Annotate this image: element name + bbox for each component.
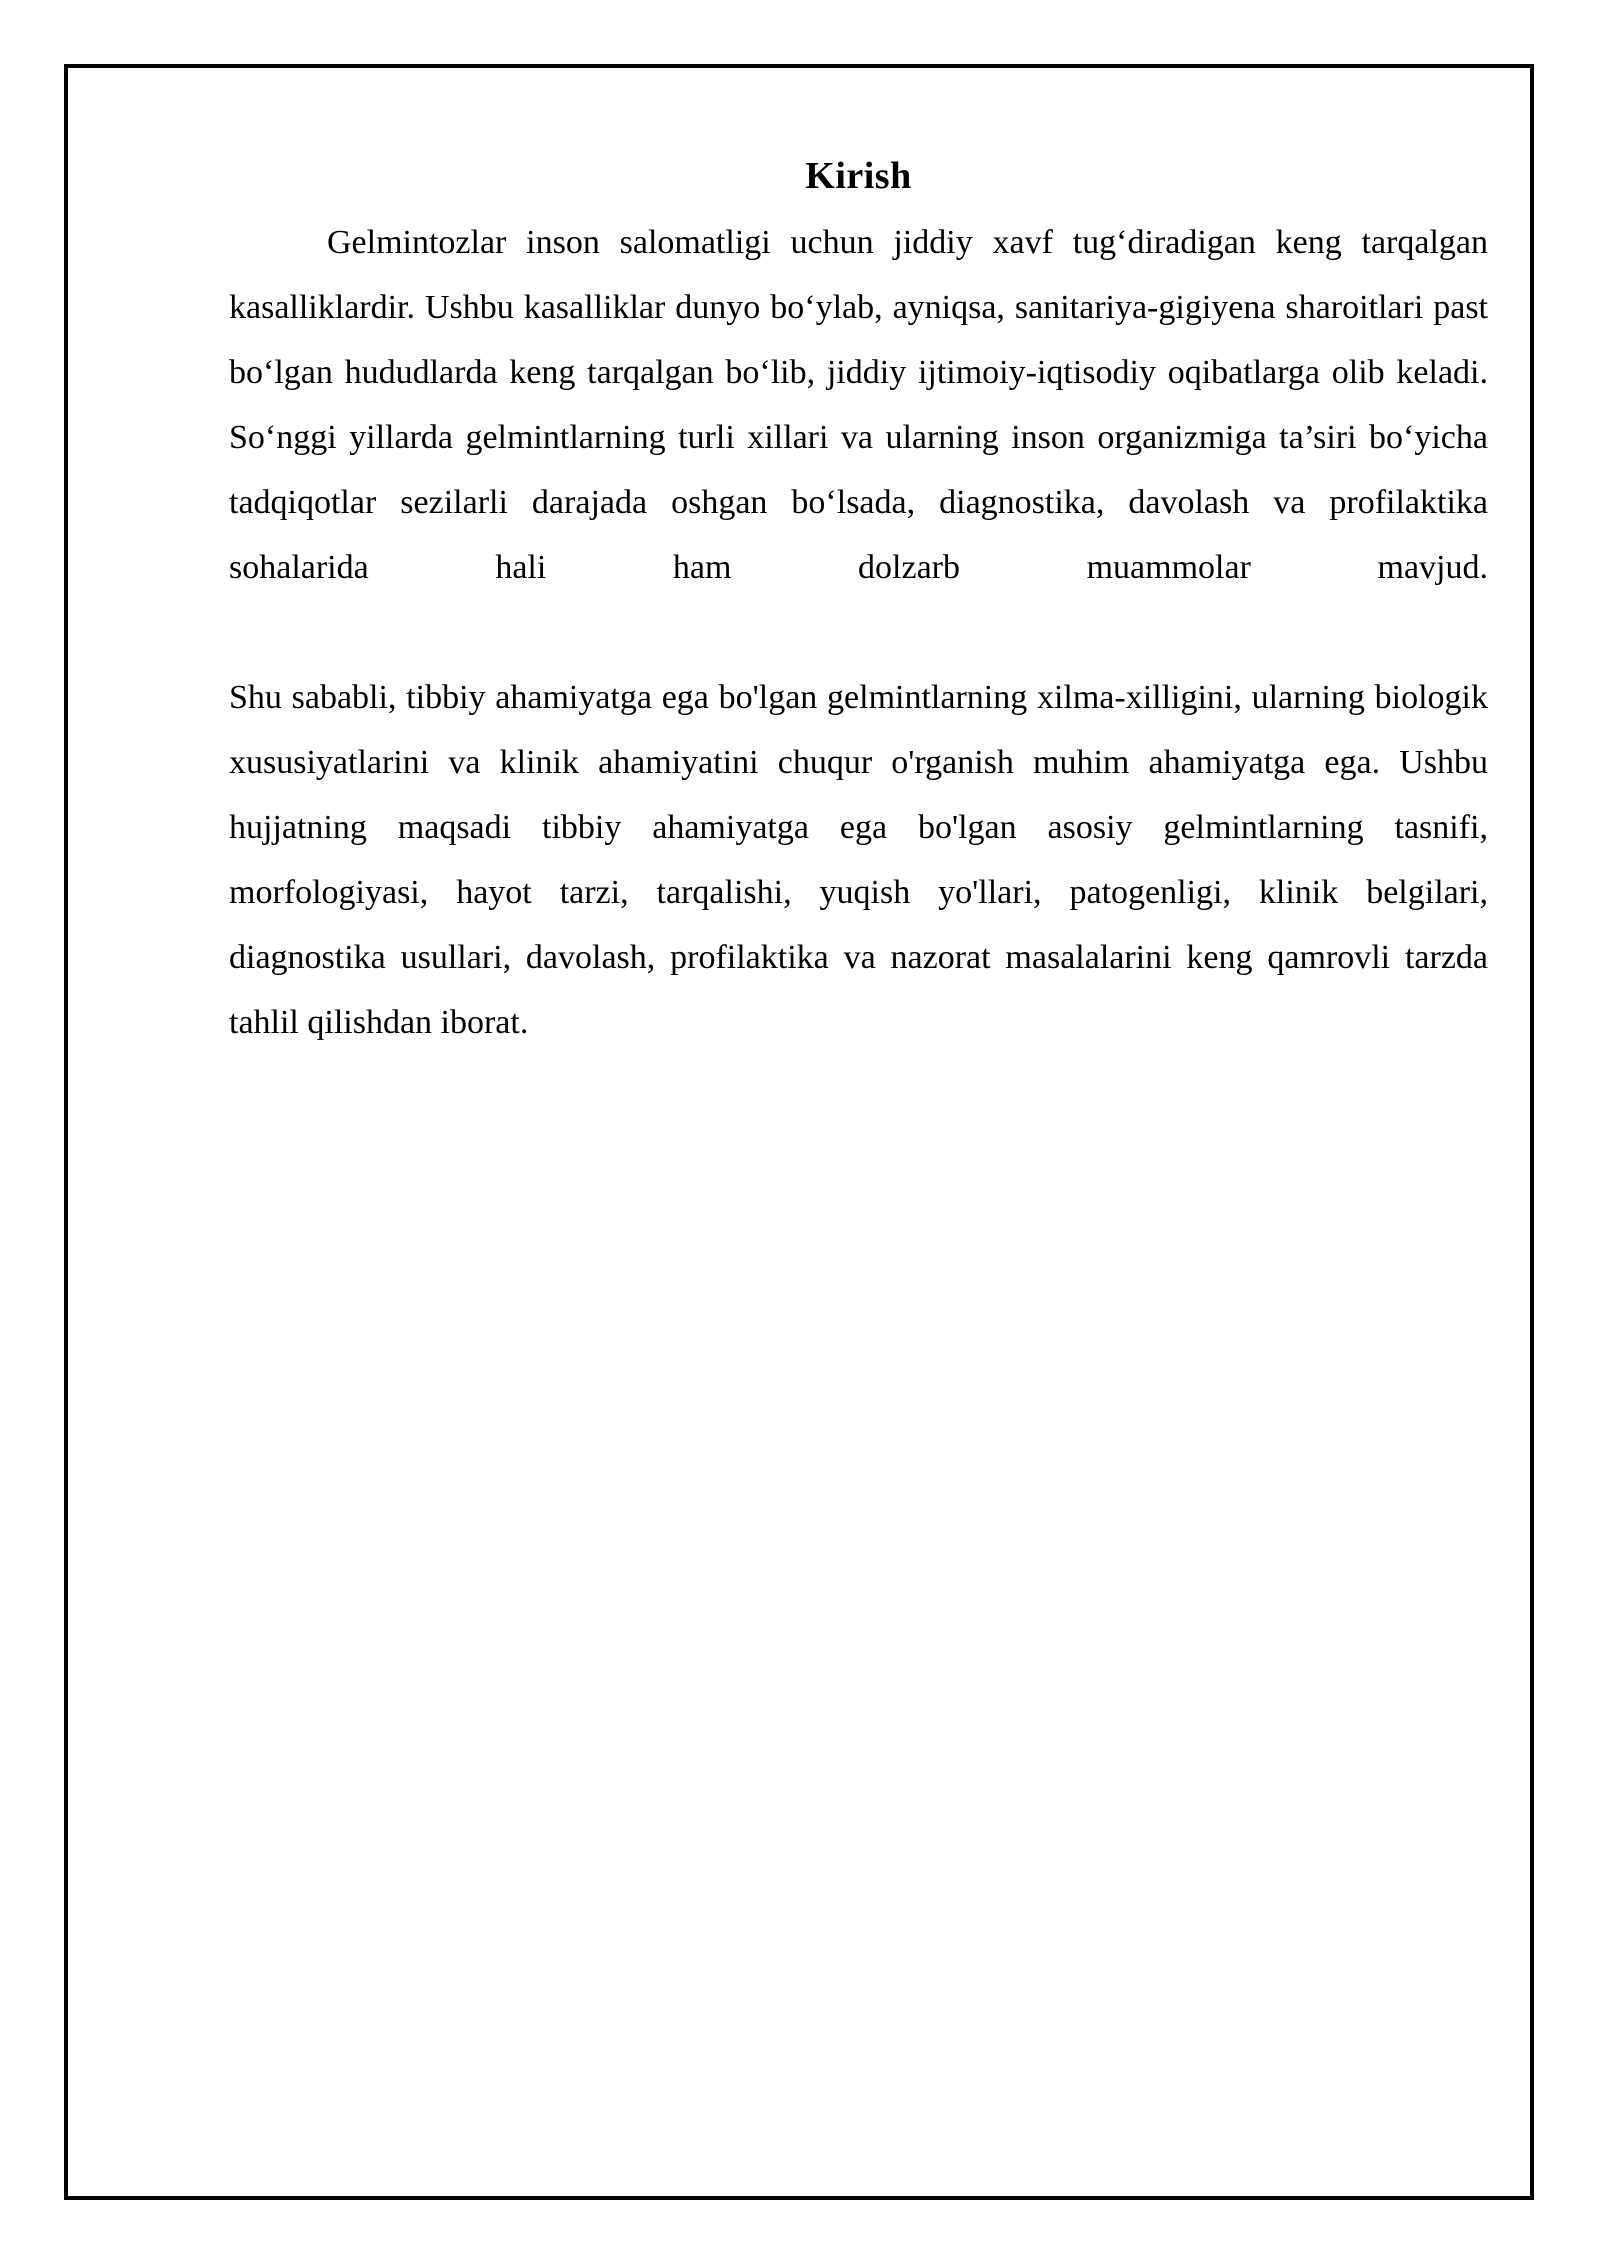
paragraph-purpose: Shu sababli, tibbiy ahamiyatga ega bo'lgan gelmintlarning xilma-xilligini, ularning biologik xususiyatlarini va klinik ahamiyatini chuqur o'rganish muhim ahamiyatga ega. Ushbu hujjatning maqsadi tibbiy ahamiyatga ega bo'lgan asosiy gelmintlarning tasnifi, morfologiyasi, hayot tarzi, tarqalishi, yuqish yo'llari, patogenligi, klinik belgilari, diagnostika usullari, davolash, profilaktika va nazorat masalalarini keng qamrovli tarzda tahlil qilishdan iborat.: [229, 679, 1488, 1041]
document-body: [229, 150, 1488, 1055]
document-title: Kirish: [805, 155, 912, 197]
paragraph-introduction: Gelmintozlar inson salomatligi uchun jiddiy xavf tug‘diradigan keng tarqalgan kasalliklardir. Ushbu kasalliklar dunyo bo‘ylab, ayniqsa, sanitariya-gigiyena sharoitlari past bo‘lgan hududlarda keng tarqalgan bo‘lib, jiddiy ijtimoiy-iqtisodiy oqibatlarga olib keladi. So‘nggi yillarda gelmintlarning turli xillari va ularning inson organizmiga ta’siri bo‘yicha tadqiqotlar sezilarli darajada oshgan bo‘lsada, diagnostika, davolash va profilaktika sohalarida hali ham dolzarb muammolar mavjud.: [229, 224, 1488, 586]
